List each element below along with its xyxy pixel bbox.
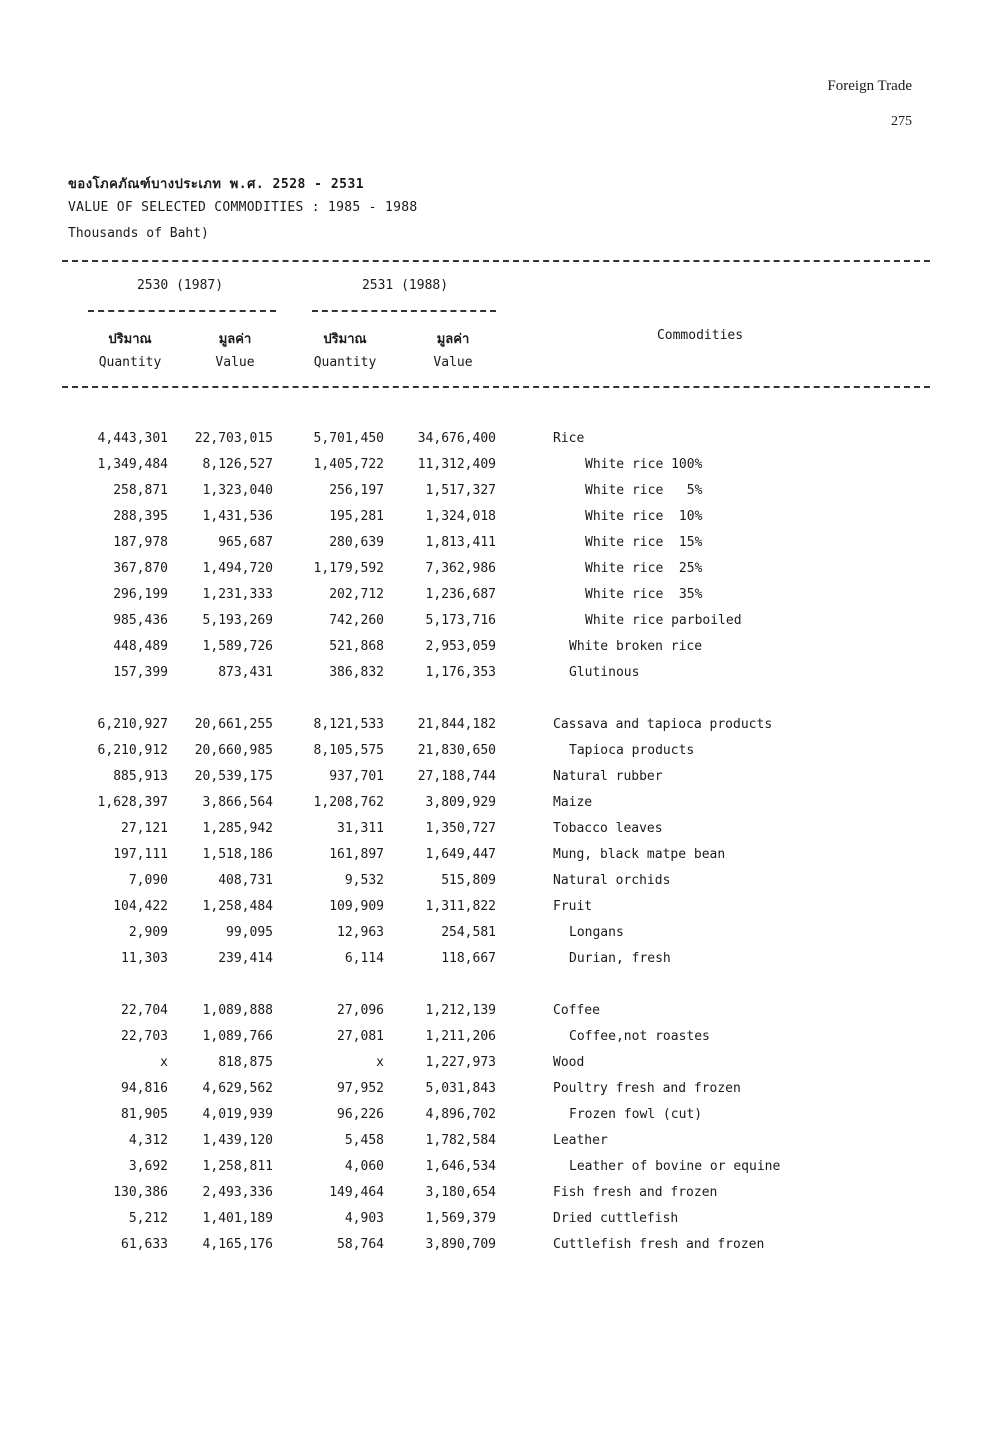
commodities-header: Commodities [656, 328, 744, 343]
quantity-1987-cell: 2,909 [128, 925, 168, 940]
quantity-1987-cell: 6,210,927 [97, 717, 168, 732]
value-1988-cell: 11,312,409 [417, 457, 496, 472]
quantity-1988-cell: 256,197 [329, 483, 384, 498]
value-1987-cell: 4,629,562 [202, 1081, 273, 1096]
quantity-1987-cell: 296,199 [113, 587, 168, 602]
value-1987-cell: 239,414 [218, 951, 273, 966]
value-header-thai-1987: มูลค่า [218, 332, 252, 347]
value-1988-cell: 5,173,716 [425, 613, 496, 628]
value-1987-cell: 1,089,766 [202, 1029, 273, 1044]
value-1987-cell: 1,494,720 [202, 561, 273, 576]
unit-note: Thousands of Baht) [68, 226, 209, 241]
quantity-1988-cell: 27,096 [337, 1003, 384, 1018]
value-1987-cell: 873,431 [218, 665, 273, 680]
quantity-1988-cell: x [376, 1055, 384, 1070]
value-1987-cell: 1,431,536 [202, 509, 273, 524]
quantity-header-en-1988: Quantity [313, 355, 377, 370]
quantity-1988-cell: 521,868 [329, 639, 384, 654]
quantity-1988-cell: 97,952 [337, 1081, 384, 1096]
value-1988-cell: 1,517,327 [425, 483, 496, 498]
value-1987-cell: 20,660,985 [194, 743, 273, 758]
quantity-1988-cell: 58,764 [337, 1237, 384, 1252]
value-header-en-1988: Value [433, 355, 473, 370]
quantity-1987-cell: 367,870 [113, 561, 168, 576]
quantity-1988-cell: 937,701 [329, 769, 384, 784]
quantity-1988-cell: 8,121,533 [313, 717, 384, 732]
quantity-1987-cell: 4,312 [128, 1133, 168, 1148]
quantity-1988-cell: 1,208,762 [313, 795, 384, 810]
quantity-1987-cell: 104,422 [113, 899, 168, 914]
quantity-1988-cell: 161,897 [329, 847, 384, 862]
quantity-1988-cell: 27,081 [337, 1029, 384, 1044]
quantity-1988-cell: 202,712 [329, 587, 384, 602]
value-1988-cell: 254,581 [441, 925, 496, 940]
value-1988-cell: 1,649,447 [425, 847, 496, 862]
value-1987-cell: 8,126,527 [202, 457, 273, 472]
value-header-en-1987: Value [215, 355, 255, 370]
value-1988-cell: 3,180,654 [425, 1185, 496, 1200]
value-1988-cell: 1,324,018 [425, 509, 496, 524]
quantity-1987-cell: 197,111 [113, 847, 168, 862]
quantity-1987-cell: x [160, 1055, 168, 1070]
quantity-1988-cell: 195,281 [329, 509, 384, 524]
value-1987-cell: 1,518,186 [202, 847, 273, 862]
value-1988-cell: 7,362,986 [425, 561, 496, 576]
value-1988-cell: 1,227,973 [425, 1055, 496, 1070]
value-1987-cell: 4,165,176 [202, 1237, 273, 1252]
commodity-name-cell: Natural rubber [553, 769, 663, 784]
page-number: 275 [891, 114, 912, 129]
value-1988-cell: 1,813,411 [425, 535, 496, 550]
value-1988-cell: 4,896,702 [425, 1107, 496, 1122]
value-1988-cell: 1,782,584 [425, 1133, 496, 1148]
commodity-name-cell: Durian, fresh [569, 951, 671, 966]
quantity-header-thai-1988: ปริมาณ [323, 332, 367, 347]
value-1988-cell: 1,311,822 [425, 899, 496, 914]
quantity-1987-cell: 288,395 [113, 509, 168, 524]
value-1987-cell: 408,731 [218, 873, 273, 888]
value-1988-cell: 27,188,744 [417, 769, 496, 784]
quantity-1987-cell: 22,704 [121, 1003, 168, 1018]
commodity-name-cell: White broken rice [569, 639, 703, 654]
year-header-1987: 2530 (1987) [136, 278, 224, 293]
value-1988-cell: 515,809 [441, 873, 496, 888]
commodity-name-cell: Poultry fresh and frozen [553, 1081, 741, 1096]
commodity-name-cell: Glutinous [569, 665, 640, 680]
commodity-name-cell: Cuttlefish fresh and frozen [553, 1237, 765, 1252]
value-1988-cell: 1,236,687 [425, 587, 496, 602]
commodity-name-cell: Fruit [553, 899, 593, 914]
value-1987-cell: 1,285,942 [202, 821, 273, 836]
quantity-1987-cell: 258,871 [113, 483, 168, 498]
value-1988-cell: 34,676,400 [417, 431, 496, 446]
value-1987-cell: 1,323,040 [202, 483, 273, 498]
year-1987-underline [88, 310, 276, 312]
quantity-1988-cell: 280,639 [329, 535, 384, 550]
quantity-1987-cell: 6,210,912 [97, 743, 168, 758]
commodity-name-cell: Coffee,not roastes [569, 1029, 710, 1044]
commodity-name-cell: Frozen fowl (cut) [569, 1107, 703, 1122]
commodity-name-cell: White rice 15% [585, 535, 703, 550]
value-1987-cell: 1,231,333 [202, 587, 273, 602]
value-1987-cell: 1,258,484 [202, 899, 273, 914]
quantity-1987-cell: 1,349,484 [97, 457, 168, 472]
value-1987-cell: 20,539,175 [194, 769, 273, 784]
value-1988-cell: 3,890,709 [425, 1237, 496, 1252]
quantity-1987-cell: 1,628,397 [97, 795, 168, 810]
year-header-1988: 2531 (1988) [361, 278, 449, 293]
commodity-name-cell: White rice 5% [585, 483, 703, 498]
quantity-1987-cell: 7,090 [128, 873, 168, 888]
quantity-1988-cell: 4,060 [344, 1159, 384, 1174]
quantity-1987-cell: 81,905 [121, 1107, 168, 1122]
quantity-1987-cell: 885,913 [113, 769, 168, 784]
value-header-thai-1988: มูลค่า [436, 332, 470, 347]
commodity-name-cell: White rice 100% [585, 457, 703, 472]
quantity-1987-cell: 448,489 [113, 639, 168, 654]
quantity-1988-cell: 742,260 [329, 613, 384, 628]
quantity-1988-cell: 96,226 [337, 1107, 384, 1122]
value-1988-cell: 3,809,929 [425, 795, 496, 810]
value-1988-cell: 21,830,650 [417, 743, 496, 758]
quantity-1988-cell: 4,903 [344, 1211, 384, 1226]
value-1988-cell: 1,569,379 [425, 1211, 496, 1226]
quantity-1988-cell: 1,179,592 [313, 561, 384, 576]
quantity-1987-cell: 3,692 [128, 1159, 168, 1174]
commodity-name-cell: Leather of bovine or equine [569, 1159, 781, 1174]
quantity-1987-cell: 187,978 [113, 535, 168, 550]
quantity-1987-cell: 22,703 [121, 1029, 168, 1044]
value-1987-cell: 99,095 [226, 925, 273, 940]
value-1987-cell: 965,687 [218, 535, 273, 550]
value-1987-cell: 818,875 [218, 1055, 273, 1070]
commodity-name-cell: Cassava and tapioca products [553, 717, 773, 732]
value-1988-cell: 21,844,182 [417, 717, 496, 732]
commodity-name-cell: Leather [553, 1133, 608, 1148]
value-1988-cell: 5,031,843 [425, 1081, 496, 1096]
value-1988-cell: 1,646,534 [425, 1159, 496, 1174]
value-1988-cell: 1,176,353 [425, 665, 496, 680]
quantity-1987-cell: 5,212 [128, 1211, 168, 1226]
quantity-1988-cell: 31,311 [337, 821, 384, 836]
commodity-name-cell: Rice [553, 431, 585, 446]
value-1987-cell: 2,493,336 [202, 1185, 273, 1200]
value-1988-cell: 2,953,059 [425, 639, 496, 654]
commodity-name-cell: Dried cuttlefish [553, 1211, 679, 1226]
value-1987-cell: 22,703,015 [194, 431, 273, 446]
commodity-name-cell: White rice 35% [585, 587, 703, 602]
quantity-1987-cell: 94,816 [121, 1081, 168, 1096]
commodity-name-cell: Maize [553, 795, 593, 810]
quantity-1988-cell: 6,114 [344, 951, 384, 966]
value-1987-cell: 4,019,939 [202, 1107, 273, 1122]
commodity-name-cell: Coffee [553, 1003, 600, 1018]
commodity-name-cell: White rice parboiled [585, 613, 742, 628]
header-bottom-rule [62, 386, 930, 388]
quantity-header-thai-1987: ปริมาณ [108, 332, 152, 347]
value-1987-cell: 1,089,888 [202, 1003, 273, 1018]
value-1987-cell: 20,661,255 [194, 717, 273, 732]
commodity-name-cell: Tobacco leaves [553, 821, 663, 836]
quantity-1987-cell: 27,121 [121, 821, 168, 836]
quantity-1988-cell: 149,464 [329, 1185, 384, 1200]
quantity-1987-cell: 61,633 [121, 1237, 168, 1252]
commodity-name-cell: Mung, black matpe bean [553, 847, 726, 862]
value-1988-cell: 1,212,139 [425, 1003, 496, 1018]
commodity-name-cell: Natural orchids [553, 873, 671, 888]
value-1987-cell: 3,866,564 [202, 795, 273, 810]
value-1988-cell: 118,667 [441, 951, 496, 966]
value-1988-cell: 1,211,206 [425, 1029, 496, 1044]
commodity-name-cell: White rice 25% [585, 561, 703, 576]
commodity-name-cell: White rice 10% [585, 509, 703, 524]
quantity-1988-cell: 12,963 [337, 925, 384, 940]
commodity-name-cell: Tapioca products [569, 743, 695, 758]
value-1987-cell: 1,589,726 [202, 639, 273, 654]
quantity-1987-cell: 11,303 [121, 951, 168, 966]
commodity-name-cell: Wood [553, 1055, 585, 1070]
quantity-header-en-1987: Quantity [98, 355, 162, 370]
quantity-1987-cell: 4,443,301 [97, 431, 168, 446]
value-1987-cell: 1,258,811 [202, 1159, 273, 1174]
quantity-1987-cell: 985,436 [113, 613, 168, 628]
quantity-1988-cell: 109,909 [329, 899, 384, 914]
quantity-1987-cell: 157,399 [113, 665, 168, 680]
value-1987-cell: 1,401,189 [202, 1211, 273, 1226]
quantity-1988-cell: 5,458 [344, 1133, 384, 1148]
quantity-1988-cell: 8,105,575 [313, 743, 384, 758]
header-top-rule [62, 260, 930, 262]
year-1988-underline [312, 310, 496, 312]
value-1987-cell: 5,193,269 [202, 613, 273, 628]
quantity-1988-cell: 9,532 [344, 873, 384, 888]
quantity-1988-cell: 1,405,722 [313, 457, 384, 472]
table-title-thai: ของโภคภัณฑ์บางประเภท พ.ศ. 2528 - 2531 [68, 177, 365, 192]
table-title-english: VALUE OF SELECTED COMMODITIES : 1985 - 1988 [68, 200, 418, 215]
quantity-1987-cell: 130,386 [113, 1185, 168, 1200]
value-1988-cell: 1,350,727 [425, 821, 496, 836]
quantity-1988-cell: 5,701,450 [313, 431, 384, 446]
quantity-1988-cell: 386,832 [329, 665, 384, 680]
commodity-name-cell: Longans [569, 925, 624, 940]
commodity-name-cell: Fish fresh and frozen [553, 1185, 718, 1200]
running-head: Foreign Trade [827, 78, 912, 94]
value-1987-cell: 1,439,120 [202, 1133, 273, 1148]
